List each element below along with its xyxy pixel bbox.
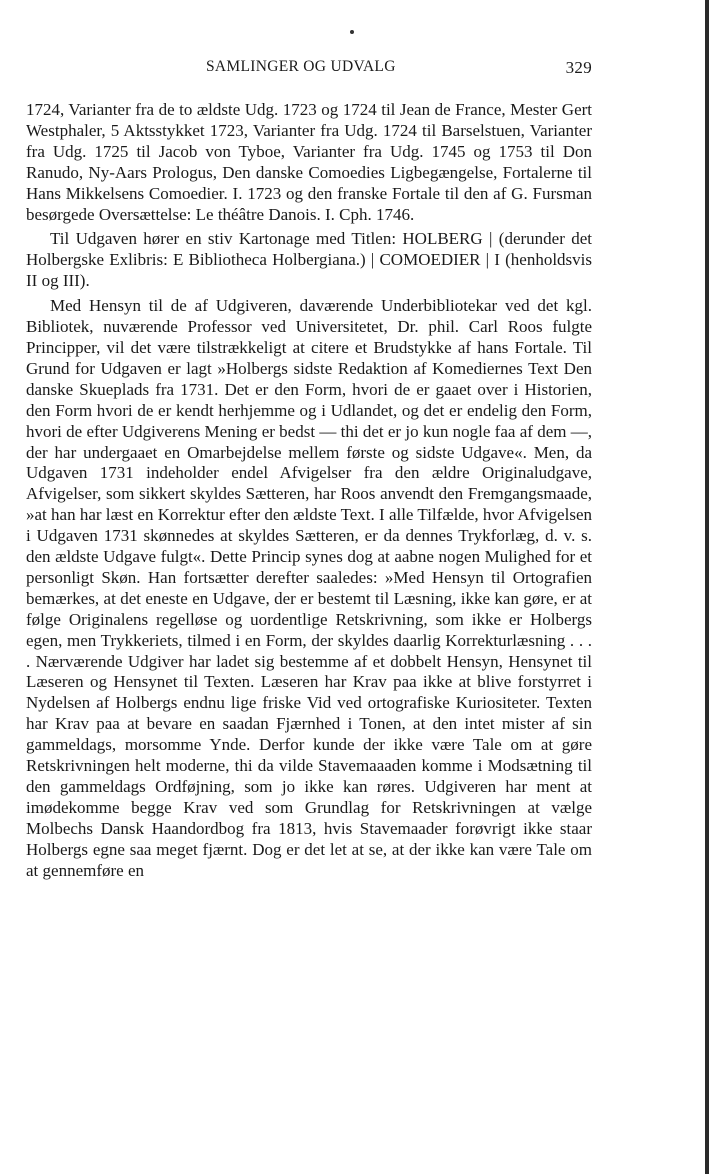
page-header	[26, 58, 592, 80]
page-number: 329	[565, 58, 592, 77]
paragraph-continued: 1724, Varianter fra de to ældste Udg. 1723 og 1724 til Jean de France, Mester Gert Westphaler, 5 Aktsstykket 1723, Varianter fra Udg. 1724 til Barselstuen, Varianter fra Udg. 1725 til Jacob von Tyboe, Varianter fra Udg. 1745 og 1753 til Don Ranudo, Ny-Aars Prologus, Den danske Comoedies Ligbegængelse, Fortalerne til Hans Mikkelsens Comoedier. I. 1723 og den franske Fortale til den af G. Fursman besørgede Oversættelse: Le théâtre Danois. I. Cph. 1746.	[26, 100, 592, 224]
paragraph-principles: Med Hensyn til de af Udgiveren, daværende Underbibliotekar ved det kgl. Bibliotek, nuværende Professor ved Universitetet, Dr. phil. Carl Roos fulgte Principper, vil det være tilstrækkeligt at citere et Brudstykke af hans Fortale. Til Grund for Udgaven er lagt »Holbergs sidste Redaktion af Komediernes Text Den danske Skueplads fra 1731. Det er den Form, hvori de er gaaet over i Historien, den Form hvori de er kendt herhjemme og i Udlandet, og det er endelig den Form, hvori de efter Udgiverens Mening er bedst — thi det er jo kun nogle faa af dem —, der har undergaaet en Omarbejdelse mellem første og sidste Udgave«. Men, da Udgaven 1731 indeholder endel Afvigelser fra den ældre Originaludgave, Afvigelser, som sikkert skyldes Sætteren, har Roos anvendt den Fremgangsmaade, »at han har læst en Korrektur efter den ældste Text. I alle Tilfælde, hvor Afvigelsen i Udgaven 1731 skønnedes at skyldes Sætteren, er da dennes Trykforlæg, d. v. s. den ældste Udgave fulgt«. Dette Princip synes dog at aabne nogen Mulighed for et personligt Skøn. Han fortsætter derefter saaledes: »Med Hensyn til Ortografien bemærkes, at det eneste en Udgave, der er bestemt til Læsning, ikke kan gøre, er at følge Originalens regelløse og uordentlige Retskrivning, som ikke er Holbergs egen, men Trykkeriets, tilmed i en Form, der skyldes daarlig Korrekturlæsning . . . . Nærværende Udgiver har ladet sig bestemme af et dobbelt Hensyn, Hensynet til Læseren og Hensynet til Texten. Læseren har Krav paa ikke at blive forstyrret i Nydelsen af Holbergs endnu lige friske Vid ved ortografiske Kuriositeter. Texten har Krav paa at bevare en saadan Fjærnhed i Tonen, at den intet mister af sin gammeldags, morsomme Ynde. Derfor kunde der ikke være Tale om at gøre Retskrivningen helt moderne, thi da vilde Stavemaaaden komme i Modsætning til den gammeldags Ordføjning, som jo ikke kan røres. Udgiveren har ment at imødekomme begge Krav ved som Grundlag for Retskrivningen at vælge Molbechs Dansk Haandordbog fra 1813, hvis Stavemaader forøvrigt ikke staar Holbergs egne saa meget fjærnt. Dog er det let at se, at der ikke kan være Tale om at gennemføre en	[26, 296, 592, 880]
print-speck	[350, 30, 354, 34]
page-edge-shadow	[705, 0, 709, 1174]
running-title: SAMLINGER OG UDVALG	[206, 58, 396, 75]
body-text	[26, 100, 592, 882]
paragraph-kartonage: Til Udgaven hører en stiv Kartonage med Titlen: HOLBERG | (derunder det Holbergske Exlibris: E Bibliotheca Holbergiana.) | COMOEDIER | I (henholdsvis II og III).	[26, 229, 592, 291]
